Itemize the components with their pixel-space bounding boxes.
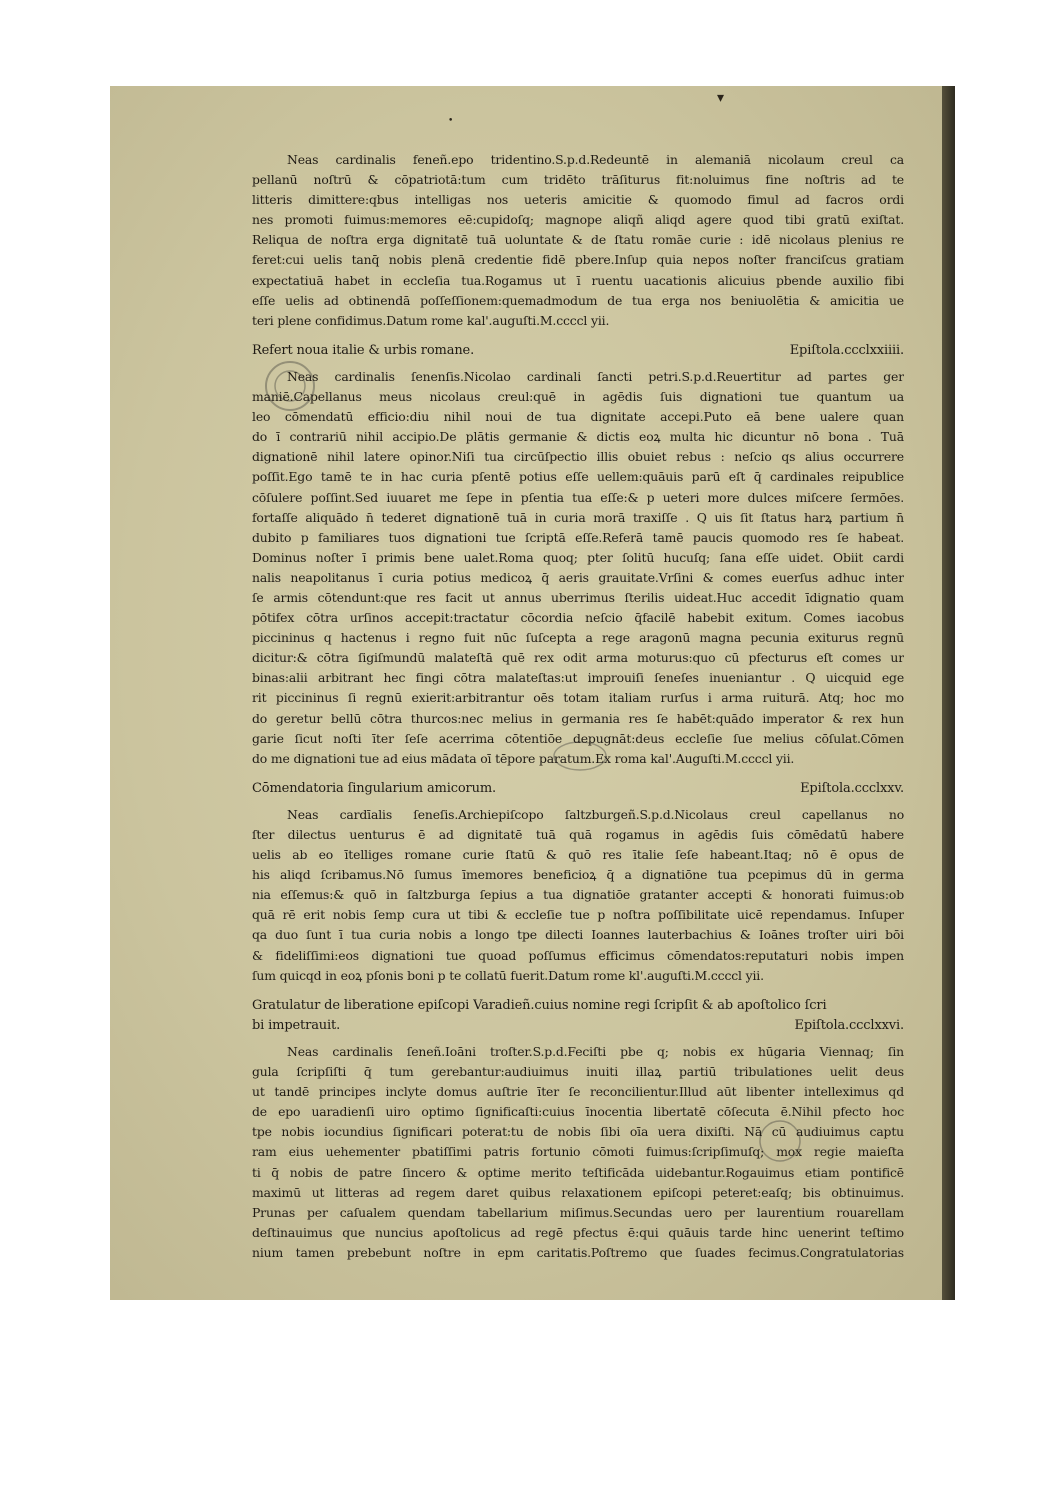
text-line: quā rē erit nobis ſemp cura ut tibi & eccleſie tue p noſtra poſſibilitate uicē rependamus. Inſuper [252, 907, 904, 923]
text-line: Reliqua de noſtra erga dignitatē tuā uoluntate & de ſtatu romāe curie : idē nicolaus plenius re [252, 232, 904, 248]
text-line: do me dignationi tue ad eius mādata oī tēpore paratum.Ex roma kal'.Auguſti.M.ccccl yii. [252, 750, 795, 766]
letter-heading [252, 996, 904, 1036]
text-line: ti q̄ nobis de patre ſincero & optime merito teſtificāda uidebantur.Rogauimus etiam pontificē [252, 1164, 904, 1180]
text-line: cōſulere poſſint.Sed iuuaret me ſepe in pſentia tua eſſe:& p ueteri more dulces miſcere ſermōes. [252, 489, 904, 505]
text-line: tpe nobis iocundius ſignificari poterat:tu de nobis ſibi oīa uera dixiſti. Nā cū audiuimus captu [252, 1124, 904, 1140]
text-line: dignationē nihil latere opinor.Niſi tua circūſpectio illis obuiet rebus : neſcio qs alius occurrere [252, 449, 904, 465]
ink-mark: ▾ [717, 90, 725, 106]
ink-dot: • [448, 116, 454, 126]
text-line: his aliqd ſcribamus.Nō ſumus īmemores beneficioꝝ q̄ a dignatiōne tua pcepimus dū in germa [252, 867, 904, 883]
letter-heading [252, 779, 904, 799]
text-line: Neas cardinalis ſenenſis.Nicolao cardinali ſancti petri.S.p.d.Reuertitur ad partes ger [287, 368, 904, 384]
text-line: ram eius uehementer pbatiſſimi patris fortunio cōmoti fuimus:ſcripſimuſq; mox regie maieſta [252, 1144, 904, 1160]
text-line: maniē.Capellanus meus nicolaus creul:quē in agēdis ſuis dignationi tue quantum ua [252, 389, 904, 405]
text-line: pellanū noſtrū & cōpatriotā:tum cum tridēto trāſiturus fit:noluimus fine noſtris ad te [252, 172, 904, 188]
text-line: Prunas per caſualem quendam tabellarium miſimus.Secundas uero per laurentium rouarellam [252, 1204, 904, 1220]
text-line: ſe armis cōtendunt:que res facit ut annus uberrimus ſterilis uideat.Huc accedit īdignatio quam [252, 589, 904, 605]
text-line: & fideliſſimi:eos dignationi tue quoad poſſumus efficimus cōmendatos:reputaturi nobis impen [252, 947, 904, 963]
text-line: Neas cardinalis feneñ.epo tridentino.S.p.d.Redeuntē in alemaniā nicolaum creul ca [287, 152, 904, 167]
text-line: garie ſicut noſti īter ſeſe acerrima cōtentiōe depugnāt:deus eccleſie ſue melius cōſulat.Cōmen [252, 730, 904, 746]
text-line: nium tamen prebebunt noſtre in epm caritatis.Poſtremo que ſuades fecimus.Congratulatorias [252, 1244, 904, 1260]
text-line: rit piccininus ſi regnū exierit:arbitrantur oēs totam italiam rurſus i arma ruiturā. Atq; hoc mo [252, 690, 904, 706]
letter-title-continued: bi impetrauit. [252, 1017, 341, 1033]
epistola-number: Epiſtola.ccclxxv. [800, 780, 904, 796]
letter-title: Refert noua italie & urbis romane. [252, 342, 475, 358]
letter-4 [252, 1042, 904, 1263]
text-line: teri plene confidimus.Datum rome kal'.auguſti.M.ccccl yii. [252, 312, 610, 328]
text-line: nes promoti fuimus:memores eē:cupidoſq; magnope aliqñ aliqd agere quod tibi gratū exiſtat. [252, 212, 904, 228]
text-line: nalis neapolitanus ī curia potius medicoꝝ q̄ aeris grauitate.Vrſini & comes euerſus adhuc inter [252, 569, 904, 585]
letter-heading [252, 341, 904, 361]
text-line: fortaſſe aliquādo n̄ tederet dignationē tuā in curia morā traxiſſe . Q uis ſit ſtatus harꝝ partium n̄ [252, 509, 904, 525]
text-line: Neas cardinalis ſeneñ.Ioāni troſter.S.p.d.Feciſti pbe q; nobis ex hūgaria Viennaq; ſin [287, 1043, 904, 1059]
text-line: gula ſcripſiſti q̄ tum gerebantur:audiuimus inuiti illaꝝ partiū tribulationes uelit deus [252, 1064, 904, 1080]
text-line: do geretur bellū cōtra thurcos:nec melius in germania res ſe habēt:quādo imperator & rex hun [252, 710, 904, 726]
book-edge [942, 86, 955, 1300]
page-text [252, 150, 904, 1267]
text-line: leo cōmendatū efficio:diu nihil noui de tua dignitate accepi.Puto eā bene ualere quan [252, 409, 904, 425]
letter-2 [252, 367, 904, 769]
text-line: eſſe uelis ad obtinendā poſſeſſionem:quemadmodum de tua erga nos beniuolētia & amicitia ue [252, 292, 904, 308]
text-line: nia eſſemus:& quō in ſaltzburga ſepius a tua dignatiōe gratanter accepti & honorati fuimus:ob [252, 887, 904, 903]
scanned-page-photo [110, 86, 955, 1300]
text-line: piccininus q hactenus i regno fuit nūc ſuſcepta a rege aragonū magna pecunia exiturus regnū [252, 630, 904, 646]
letter-title: Cōmendatoria ſingularium amicorum. [252, 780, 496, 796]
text-line: dubito p familiares tuos dignationi tue ſcriptā eſſe.Referā tamē paucis quomodo res ſe habeat. [252, 529, 904, 545]
text-line: ſter dilectus uenturus ē ad dignitatē tuā quā rogamus in agēdis ſuis cōmēdatū habere [252, 827, 904, 842]
text-line: do ī contrariū nihil accipio.De plātis germanie & dictis eoꝝ multa hic dicuntur nō bona . Tuā [252, 429, 904, 445]
text-line: feret:cui uelis tanq̄ nobis plenā credentie fidē pbere.Inſup quia nepos noſter franciſcus gratiam [252, 252, 904, 268]
text-line: pōtifex cōtra urſinos accepit:tractatur cōcordia neſcio q̄facilē habebit exitum. Comes iacobus [252, 610, 904, 626]
epistola-number: Epiſtola.ccclxxiiii. [789, 342, 904, 358]
text-line: maximū ut litteras ad regem daret quibus relaxationem epiſcopi peteret:eaſq; bis obtinuimus. [252, 1184, 904, 1200]
text-line: Dominus noſter ī primis bene ualet.Roma quoq; pter ſolitū hucuſq; ſana eſſe uidet. Obiit cardi [252, 549, 904, 565]
text-line: litteris dimittere:qbus intelligas nos ueteris amicitie & quomodo fimul ad facros ordi [252, 192, 904, 208]
text-line: de epo uaradienſi uiro optimo ſignificaſti:cuius īnocentia libertatē cōſecuta ē.Nihil pfecto hoc [252, 1104, 904, 1120]
text-line: ut tandē principes inclyte domus auſtrie īter ſe reconcilientur.Illud aūt libenter intelleximus qd [252, 1084, 904, 1100]
text-line: poſſit.Ego tamē te in hac curia pſentē potius eſſe uellem:quāuis parū eſt q̄ cardinales reipublice [252, 469, 904, 485]
epistola-number: Epiſtola.ccclxxvi. [794, 1017, 904, 1033]
letter-title: Gratulatur de liberatione epiſcopi Varadieñ.cuius nomine regi ſcripſit & ab apoſtolico ſcri [252, 997, 827, 1013]
text-line: qa duo ſunt ī tua curia nobis a longo tpe dilecti Ioannes lauterbachius & Ioānes troſter uiri bōi [252, 927, 904, 943]
text-line: expectatiuā habet in eccleſia tua.Rogamus ut ī ruentu uacationis alicuius pbende auxilio fibi [252, 272, 904, 288]
text-line: binas:alii arbitrant hec fingi cōtra malateſtas:ut improuiſi ſeneſes inueniantur . Q uicquid ege [252, 670, 904, 686]
text-line: ſum quicqd in eoꝝ pſonis boni p te collatū fuerit.Datum rome kl'.auguſti.M.ccccl yii. [252, 967, 764, 983]
letter-3 [252, 805, 904, 986]
text-line: uelis ab eo ītelliges romane curie ſtatū & quō res ītalie ſeſe habeant.Itaq; nō ē opus de [252, 847, 904, 863]
book-page [110, 86, 942, 1300]
text-line: Neas cardīalis ſeneſis.Archiepiſcopo ſaltzburgeñ.S.p.d.Nicolaus creul capellanus no [287, 806, 904, 822]
text-line: deſtinauimus que nuncius apoſtolicus ad regē pfectus ē:qui quāuis tarde hinc uenerint teſtimo [252, 1224, 904, 1240]
text-line: dicitur:& cōtra ſigiſmundū malateſtā quē rex odit arma moturus:quo cū pfecturus eſt comes ur [252, 650, 904, 666]
letter-1 [252, 150, 904, 331]
